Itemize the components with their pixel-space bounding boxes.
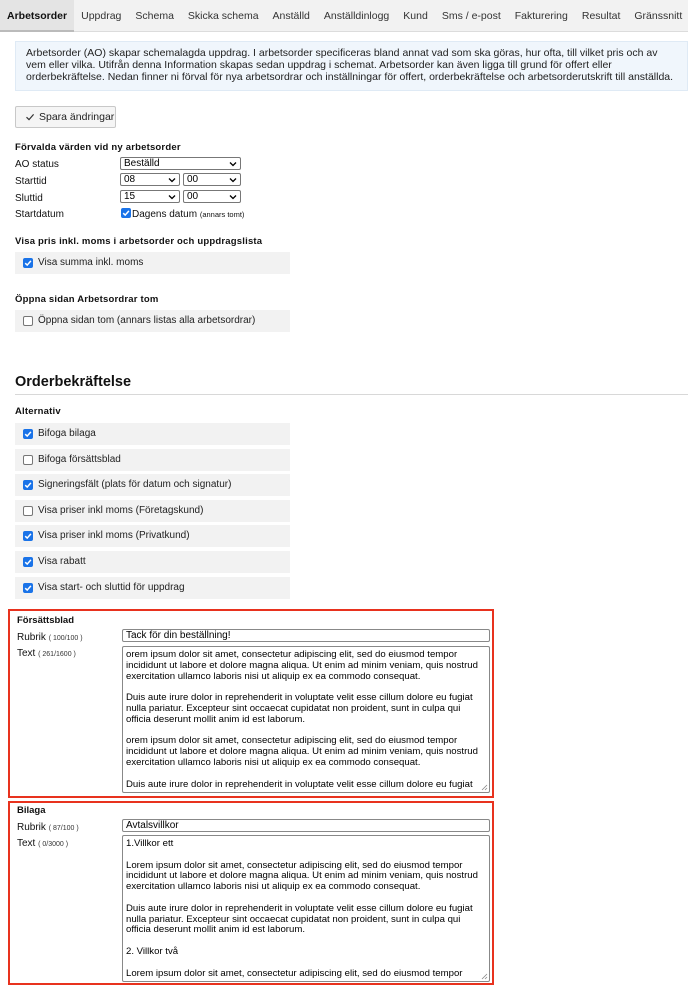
cover-rubrik-label	[17, 632, 83, 643]
start-hour-value: 08	[124, 174, 136, 185]
tab-fakturering[interactable]: Fakturering	[514, 10, 568, 22]
checkmark-icon	[24, 430, 32, 438]
tab-kund[interactable]: Kund	[403, 10, 428, 22]
checkmark-icon	[122, 209, 130, 217]
cover-sheet-section	[8, 609, 494, 798]
ao-status-select[interactable]	[120, 157, 241, 170]
ao-status-label: AO status	[15, 159, 59, 170]
appendix-text-textarea[interactable]	[122, 835, 490, 982]
chevron-down-icon	[229, 160, 237, 168]
cover-text-textarea[interactable]	[122, 646, 490, 793]
checkmark-icon	[24, 532, 32, 540]
ao-status-value: Beställd	[124, 158, 160, 169]
checkmark-icon	[24, 584, 32, 592]
start-minute-value: 00	[187, 174, 199, 185]
paragraph: Duis aute irure dolor in reprehenderit in voluptate velit esse cillum dolore eu fugiat nulla pariatur. Excepteur sint occaecat cupidatat non proident, sunt in culpa qui officia deserunt mollit anim id est laborum.	[126, 692, 473, 725]
appendix-text-count: ( 0/3000 )	[38, 841, 69, 848]
alternatives-heading: Alternativ	[15, 406, 61, 417]
save-button[interactable]	[15, 106, 116, 128]
paragraph: Lorem ipsum dolor sit amet, consectetur adipiscing elit, sed do eiusmod tempor	[126, 967, 463, 979]
alt-row-discount[interactable]	[15, 551, 290, 573]
todays-date-checkbox[interactable]	[121, 208, 131, 218]
cover-sheet-title: Försättsblad	[17, 615, 75, 626]
vat-option-label: Visa summa inkl. moms	[38, 257, 144, 268]
empty-page-option-row[interactable]	[15, 310, 290, 332]
order-confirmation-heading: Orderbekräftelse	[15, 374, 132, 390]
tab-resultat[interactable]: Resultat	[581, 10, 621, 22]
tab-schema[interactable]: Schema	[135, 10, 174, 22]
defaults-heading: Förvalda värden vid ny arbetsorder	[15, 142, 181, 153]
chevron-down-icon	[168, 176, 176, 184]
cover-text-label	[17, 648, 76, 659]
todays-date-note: (annars tomt)	[199, 210, 245, 219]
alt-row-signature[interactable]	[15, 474, 290, 496]
signature-checkbox[interactable]	[23, 480, 33, 490]
check-icon	[25, 112, 35, 122]
cover-text-label-text: Text	[17, 648, 36, 659]
alt-row-vat-private[interactable]	[15, 525, 290, 547]
start-hour-select[interactable]	[120, 173, 180, 186]
end-hour-select[interactable]	[120, 190, 180, 203]
start-date-label: Startdatum	[15, 209, 64, 220]
start-time-label: Starttid	[15, 176, 47, 187]
tab-skicka-schema[interactable]: Skicka schema	[187, 10, 259, 22]
empty-page-option-label: Öppna sidan tom (annars listas alla arbetsordrar)	[38, 315, 256, 326]
start-minute-select[interactable]	[183, 173, 241, 186]
chevron-down-icon	[229, 176, 237, 184]
appendix-text-label-text: Text	[17, 838, 36, 849]
todays-date-label	[132, 209, 244, 220]
attach-appendix-checkbox[interactable]	[23, 429, 33, 439]
paragraph: 2. Villkor två	[126, 945, 179, 957]
start-end-label: Visa start- och sluttid för uppdrag	[38, 582, 185, 593]
tab-anstalldinlogg[interactable]: Anställdinlogg	[323, 10, 390, 22]
tab-uppdrag[interactable]: Uppdrag	[81, 10, 122, 22]
attach-appendix-label: Bifoga bilaga	[38, 428, 96, 439]
paragraph: Lorem ipsum dolor sit amet, consectetur adipiscing elit, sed do eiusmod tempor incididunt ut labore et dolore magna aliqua. Ut enim ad minim veniam, quis nostrud exercitation ullamco laboris nisi ut aliquip ex ea commodo consequat.	[126, 859, 478, 893]
appendix-rubrik-label-text: Rubrik	[17, 822, 46, 833]
start-end-checkbox[interactable]	[23, 583, 33, 593]
tab-sms-epost[interactable]: Sms / e-post	[441, 10, 501, 22]
appendix-title: Bilaga	[17, 805, 46, 816]
divider	[15, 394, 688, 395]
appendix-rubrik-count: ( 87/100 )	[48, 825, 79, 832]
end-minute-value: 00	[187, 191, 199, 202]
checkmark-icon	[24, 558, 32, 566]
signature-label: Signeringsfält (plats för datum och signatur)	[38, 479, 232, 490]
appendix-rubrik-label	[17, 822, 79, 833]
alt-row-start-end[interactable]	[15, 577, 290, 599]
cover-text-count: ( 261/1600 )	[38, 651, 76, 658]
appendix-text-label	[17, 838, 68, 849]
appendix-rubrik-input[interactable]: Avtalsvillkor	[122, 819, 490, 832]
appendix-section	[8, 801, 494, 985]
vat-private-label: Visa priser inkl moms (Privatkund)	[38, 530, 190, 541]
vat-company-label: Visa priser inkl moms (Företagskund)	[38, 505, 204, 516]
empty-page-heading: Öppna sidan Arbetsordrar tom	[15, 294, 159, 305]
tab-anstalld[interactable]: Anställd	[272, 10, 310, 22]
vat-checkbox[interactable]	[23, 258, 33, 268]
attach-cover-label: Bifoga försättsblad	[38, 454, 121, 465]
tab-bar	[0, 0, 688, 32]
info-box: Arbetsorder (AO) skapar schemalagda uppdrag. I arbetsorder specificeras bland annat vad som ska göras, hur ofta, till vilket pris och av vem eller vilka. Utifrån denna Information skapas sedan uppdrag i schemat. Arbetsorder kan även ligga till grund för offert eller orderbekräftelse. Nedan finner ni förval för nya arbetsordrar och inställningar för offert, orderbekräftelse och arbetsorderutskrift till anställda.	[15, 41, 688, 91]
empty-page-checkbox[interactable]	[23, 316, 33, 326]
save-button-label: Spara ändringar	[39, 111, 115, 123]
paragraph: Duis aute irure dolor in reprehenderit in voluptate velit esse cillum dolore eu fugiat nulla pariatur. Excepteur sint occaecat cupidatat non proident, sunt in culpa qui officia deserunt mollit anim id est laborum.	[126, 902, 473, 936]
end-hour-value: 15	[124, 191, 136, 202]
vat-private-checkbox[interactable]	[23, 531, 33, 541]
chevron-down-icon	[229, 193, 237, 201]
alt-row-vat-company[interactable]	[15, 500, 290, 522]
discount-label: Visa rabatt	[38, 556, 86, 567]
attach-cover-checkbox[interactable]	[23, 455, 33, 465]
resize-grip-icon[interactable]	[481, 784, 488, 791]
paragraph: orem ipsum dolor sit amet, consectetur adipiscing elit, sed do eiusmod tempor incididunt ut labore et dolore magna aliqua. Ut enim ad minim veniam, quis nostrud exercitation ullamco laboris nisi ut aliquip ex ea commodo consequat.	[126, 649, 478, 682]
vat-option-row[interactable]	[15, 252, 290, 274]
tab-arbetsorder[interactable]: Arbetsorder	[0, 0, 74, 32]
cover-rubrik-input[interactable]: Tack för din beställning!	[122, 629, 490, 642]
tab-granssnitt[interactable]: Gränssnitt	[634, 10, 683, 22]
end-time-label: Sluttid	[15, 193, 43, 204]
vat-heading: Visa pris inkl. moms i arbetsorder och uppdragslista	[15, 236, 263, 247]
end-minute-select[interactable]	[183, 190, 241, 203]
todays-date-text: Dagens datum	[132, 209, 198, 220]
chevron-down-icon	[168, 193, 176, 201]
paragraph: 1.Villkor ett	[126, 838, 174, 849]
paragraph: Duis aute irure dolor in reprehenderit in voluptate velit esse cillum dolore eu fugiat	[126, 778, 473, 790]
checkmark-icon	[24, 481, 32, 489]
vat-company-checkbox[interactable]	[23, 506, 33, 516]
resize-grip-icon[interactable]	[481, 973, 488, 980]
discount-checkbox[interactable]	[23, 557, 33, 567]
alt-row-attach-appendix[interactable]	[15, 423, 290, 445]
cover-rubrik-label-text: Rubrik	[17, 632, 46, 643]
alt-row-attach-cover[interactable]	[15, 449, 290, 471]
paragraph: orem ipsum dolor sit amet, consectetur adipiscing elit, sed do eiusmod tempor incididunt ut labore et dolore magna aliqua. Ut enim ad minim veniam, quis nostrud exercitation ullamco laboris nisi ut aliquip ex ea commodo consequat.	[126, 735, 478, 768]
cover-rubrik-count: ( 100/100 )	[48, 635, 83, 642]
checkmark-icon	[24, 259, 32, 267]
